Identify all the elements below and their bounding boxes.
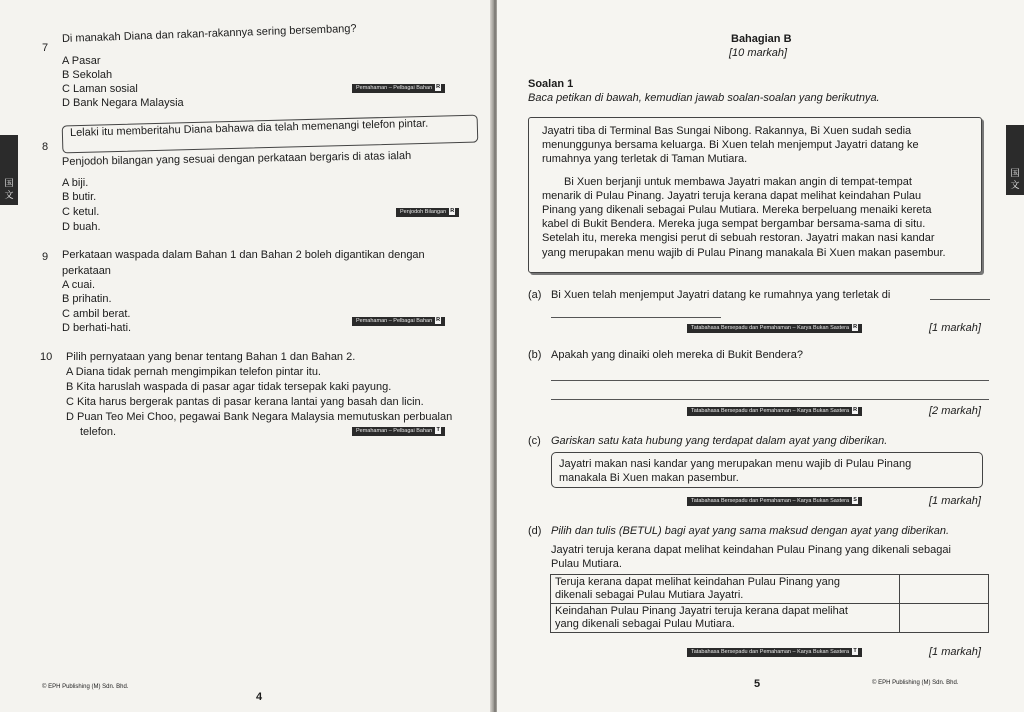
table-row xyxy=(551,575,989,604)
q9-option-c: C ambil berat. xyxy=(62,308,131,320)
left-footer: © EPH Publishing (M) Sdn. Bhd. xyxy=(42,684,129,690)
qd-answer-cell-1[interactable] xyxy=(900,575,989,604)
q9-question-line2: perkataan xyxy=(62,265,111,277)
passage-line: menarik di Pulau Pinang. Jayatri teruja kerana dapat melihat keindahan Pulau xyxy=(542,189,922,202)
q8-option-d: D buah. xyxy=(62,221,101,233)
left-page-number: 4 xyxy=(256,691,263,703)
q7-option-d: D Bank Negara Malaysia xyxy=(62,97,184,109)
qd-options-table xyxy=(550,574,989,633)
right-page-number: 5 xyxy=(754,678,761,690)
q7-option-c: C Laman sosial xyxy=(62,83,138,95)
qa-answer-blank-1[interactable] xyxy=(930,299,990,300)
passage-line: kabel di Bukit Bendera. Mereka juga sempat bergambar bersama-sama di situ. xyxy=(542,218,926,231)
qd-given-line2: Pulau Mutiara. xyxy=(551,558,622,570)
qb-label: (b) xyxy=(528,349,542,361)
qc-text: Gariskan satu kata hubung yang terdapat dalam ayat yang diberikan. xyxy=(551,435,888,447)
q8-number: 8 xyxy=(42,141,49,153)
right-footer: © EPH Publishing (M) Sdn. Bhd. xyxy=(872,680,959,686)
qa-text: Bi Xuen telah menjemput Jayatri datang ke rumahnya yang terletak di xyxy=(551,289,891,301)
q10-question: Pilih pernyataan yang benar tentang Bahan 1 dan Bahan 2. xyxy=(66,351,356,363)
q9-number: 9 xyxy=(42,251,49,263)
qd-text: Pilih dan tulis (BETUL) bagi ayat yang sama maksud dengan ayat yang diberikan. xyxy=(551,525,950,537)
qd-skill-tag: Tatabahasa Bersepadu dan Pemahaman – Karya Bukan Sastera T xyxy=(687,648,862,657)
qb-answer-line-1[interactable] xyxy=(551,380,989,381)
right-side-tab: 国 文 xyxy=(1006,125,1024,195)
q9-question-line1: Perkataan waspada dalam Bahan 1 dan Bahan 2 boleh digantikan dengan xyxy=(62,249,425,261)
qc-label: (c) xyxy=(528,435,541,447)
passage-line: menunggunya bersama keluarga. Bi Xuen telah menjemput Jayatri datang ke xyxy=(542,139,919,152)
qa-label: (a) xyxy=(528,289,542,301)
qc-box-line1: Jayatri makan nasi kandar yang merupakan menu wajib di Pulau Pinang xyxy=(559,458,912,470)
qa-marks: [1 markah] xyxy=(929,322,981,334)
q10-skill-tag: Pemahaman – Pelbagai Bahan T xyxy=(352,427,445,436)
qc-skill-tag: Tatabahasa Bersepadu dan Pemahaman – Karya Bukan Sastera S xyxy=(687,497,862,506)
q8-skill-tag: Penjodoh Bilangan R xyxy=(396,208,459,217)
section-marks: [10 markah] xyxy=(729,47,788,59)
q7-skill-tag: Pemahaman – Pelbagai Bahan R xyxy=(352,84,445,93)
q10-option-a: A Diana tidak pernah mengimpikan telefon pintar itu. xyxy=(66,366,321,378)
q7-option-b: B Sekolah xyxy=(62,69,113,81)
q10-option-b: B Kita haruslah waspada di pasar agar tidak tersepak kaki payung. xyxy=(66,381,392,393)
q8-question: Penjodoh bilangan yang sesuai dengan perkataan bergaris di atas ialah xyxy=(61,149,412,168)
right-page xyxy=(497,0,1024,712)
q9-option-d: D berhati-hati. xyxy=(62,322,132,334)
soalan-title: Soalan 1 xyxy=(528,78,574,90)
q7-number: 7 xyxy=(42,42,49,54)
section-title: Bahagian B xyxy=(731,33,792,45)
passage-line: Setelah itu, mereka mengisi perut di sebuah restoran. Jayatri makan nasi kandar xyxy=(542,232,935,245)
instruction: Baca petikan di bawah, kemudian jawab soalan-soalan yang berikutnya. xyxy=(528,92,880,104)
q9-option-a: A cuai. xyxy=(62,279,96,291)
passage-line: Bi Xuen berjanji untuk membawa Jayatri makan angin di tempat-tempat xyxy=(564,175,912,188)
qb-text: Apakah yang dinaiki oleh mereka di Bukit Bendera? xyxy=(551,349,803,361)
q9-option-b: B prihatin. xyxy=(62,293,112,305)
q8-option-a: A biji. xyxy=(62,177,89,189)
left-side-tab: 国 文 xyxy=(0,135,18,205)
qd-option-1: Teruja kerana dapat melihat keindahan Pulau Pinang yang dikenali sebagai Pulau Mutiara Jayatri. xyxy=(551,575,900,604)
passage-line: Pinang yang dikenali sebagai Pulau Mutiara. Mereka berpeluang menaiki kereta xyxy=(542,204,932,217)
q10-number: 10 xyxy=(40,351,53,363)
q8-option-c: C ketul. xyxy=(62,206,100,218)
qd-option-2: Keindahan Pulau Pinang Jayatri teruja kerana dapat melihat yang dikenali sebagai Pulau Mutiara. xyxy=(551,604,900,633)
qc-box-line2: manakala Bi Xuen makan pasembur. xyxy=(559,472,739,484)
q8-stem: Lelaki itu memberitahu Diana bahawa dia telah memenangi telefon pintar. xyxy=(69,117,429,139)
qb-skill-tag: Tatabahasa Bersepadu dan Pemahaman – Karya Bukan Sastera R xyxy=(687,407,862,416)
passage xyxy=(542,124,976,260)
q7-option-a: A Pasar xyxy=(62,55,101,67)
qa-skill-tag: Tatabahasa Bersepadu dan Pemahaman – Karya Bukan Sastera R xyxy=(687,324,862,333)
qa-answer-blank-2[interactable] xyxy=(551,317,721,318)
passage-line: rumahnya yang terletak di Taman Mutiara. xyxy=(542,153,748,166)
qd-given-line1: Jayatri teruja kerana dapat melihat keindahan Pulau Pinang yang dikenali sebagai xyxy=(551,544,951,556)
table-row xyxy=(551,604,989,633)
qb-marks: [2 markah] xyxy=(929,405,981,417)
q10-option-d-cont: telefon. xyxy=(80,426,117,438)
qd-marks: [1 markah] xyxy=(929,646,981,658)
q9-skill-tag: Pemahaman – Pelbagai Bahan R xyxy=(352,317,445,326)
qb-answer-line-2[interactable] xyxy=(551,399,989,400)
passage-line: yang merupakan menu wajib di Pulau Pinang manakala Bi Xuen makan pasembur. xyxy=(542,246,946,259)
q10-option-d: D Puan Teo Mei Choo, pegawai Bank Negara Malaysia memutuskan perbualan xyxy=(66,411,453,423)
left-page xyxy=(0,0,494,712)
qd-label: (d) xyxy=(528,525,542,537)
q10-option-c: C Kita harus bergerak pantas di pasar kerana lantai yang basah dan licin. xyxy=(66,396,424,408)
q7-question: Di manakah Diana dan rakan-rakannya sering bersembang? xyxy=(61,22,357,45)
qd-answer-cell-2[interactable] xyxy=(900,604,989,633)
q8-option-b: B butir. xyxy=(62,191,97,203)
passage-line: Jayatri tiba di Terminal Bas Sungai Nibong. Rakannya, Bi Xuen sudah sedia xyxy=(542,125,912,137)
qc-marks: [1 markah] xyxy=(929,495,981,507)
